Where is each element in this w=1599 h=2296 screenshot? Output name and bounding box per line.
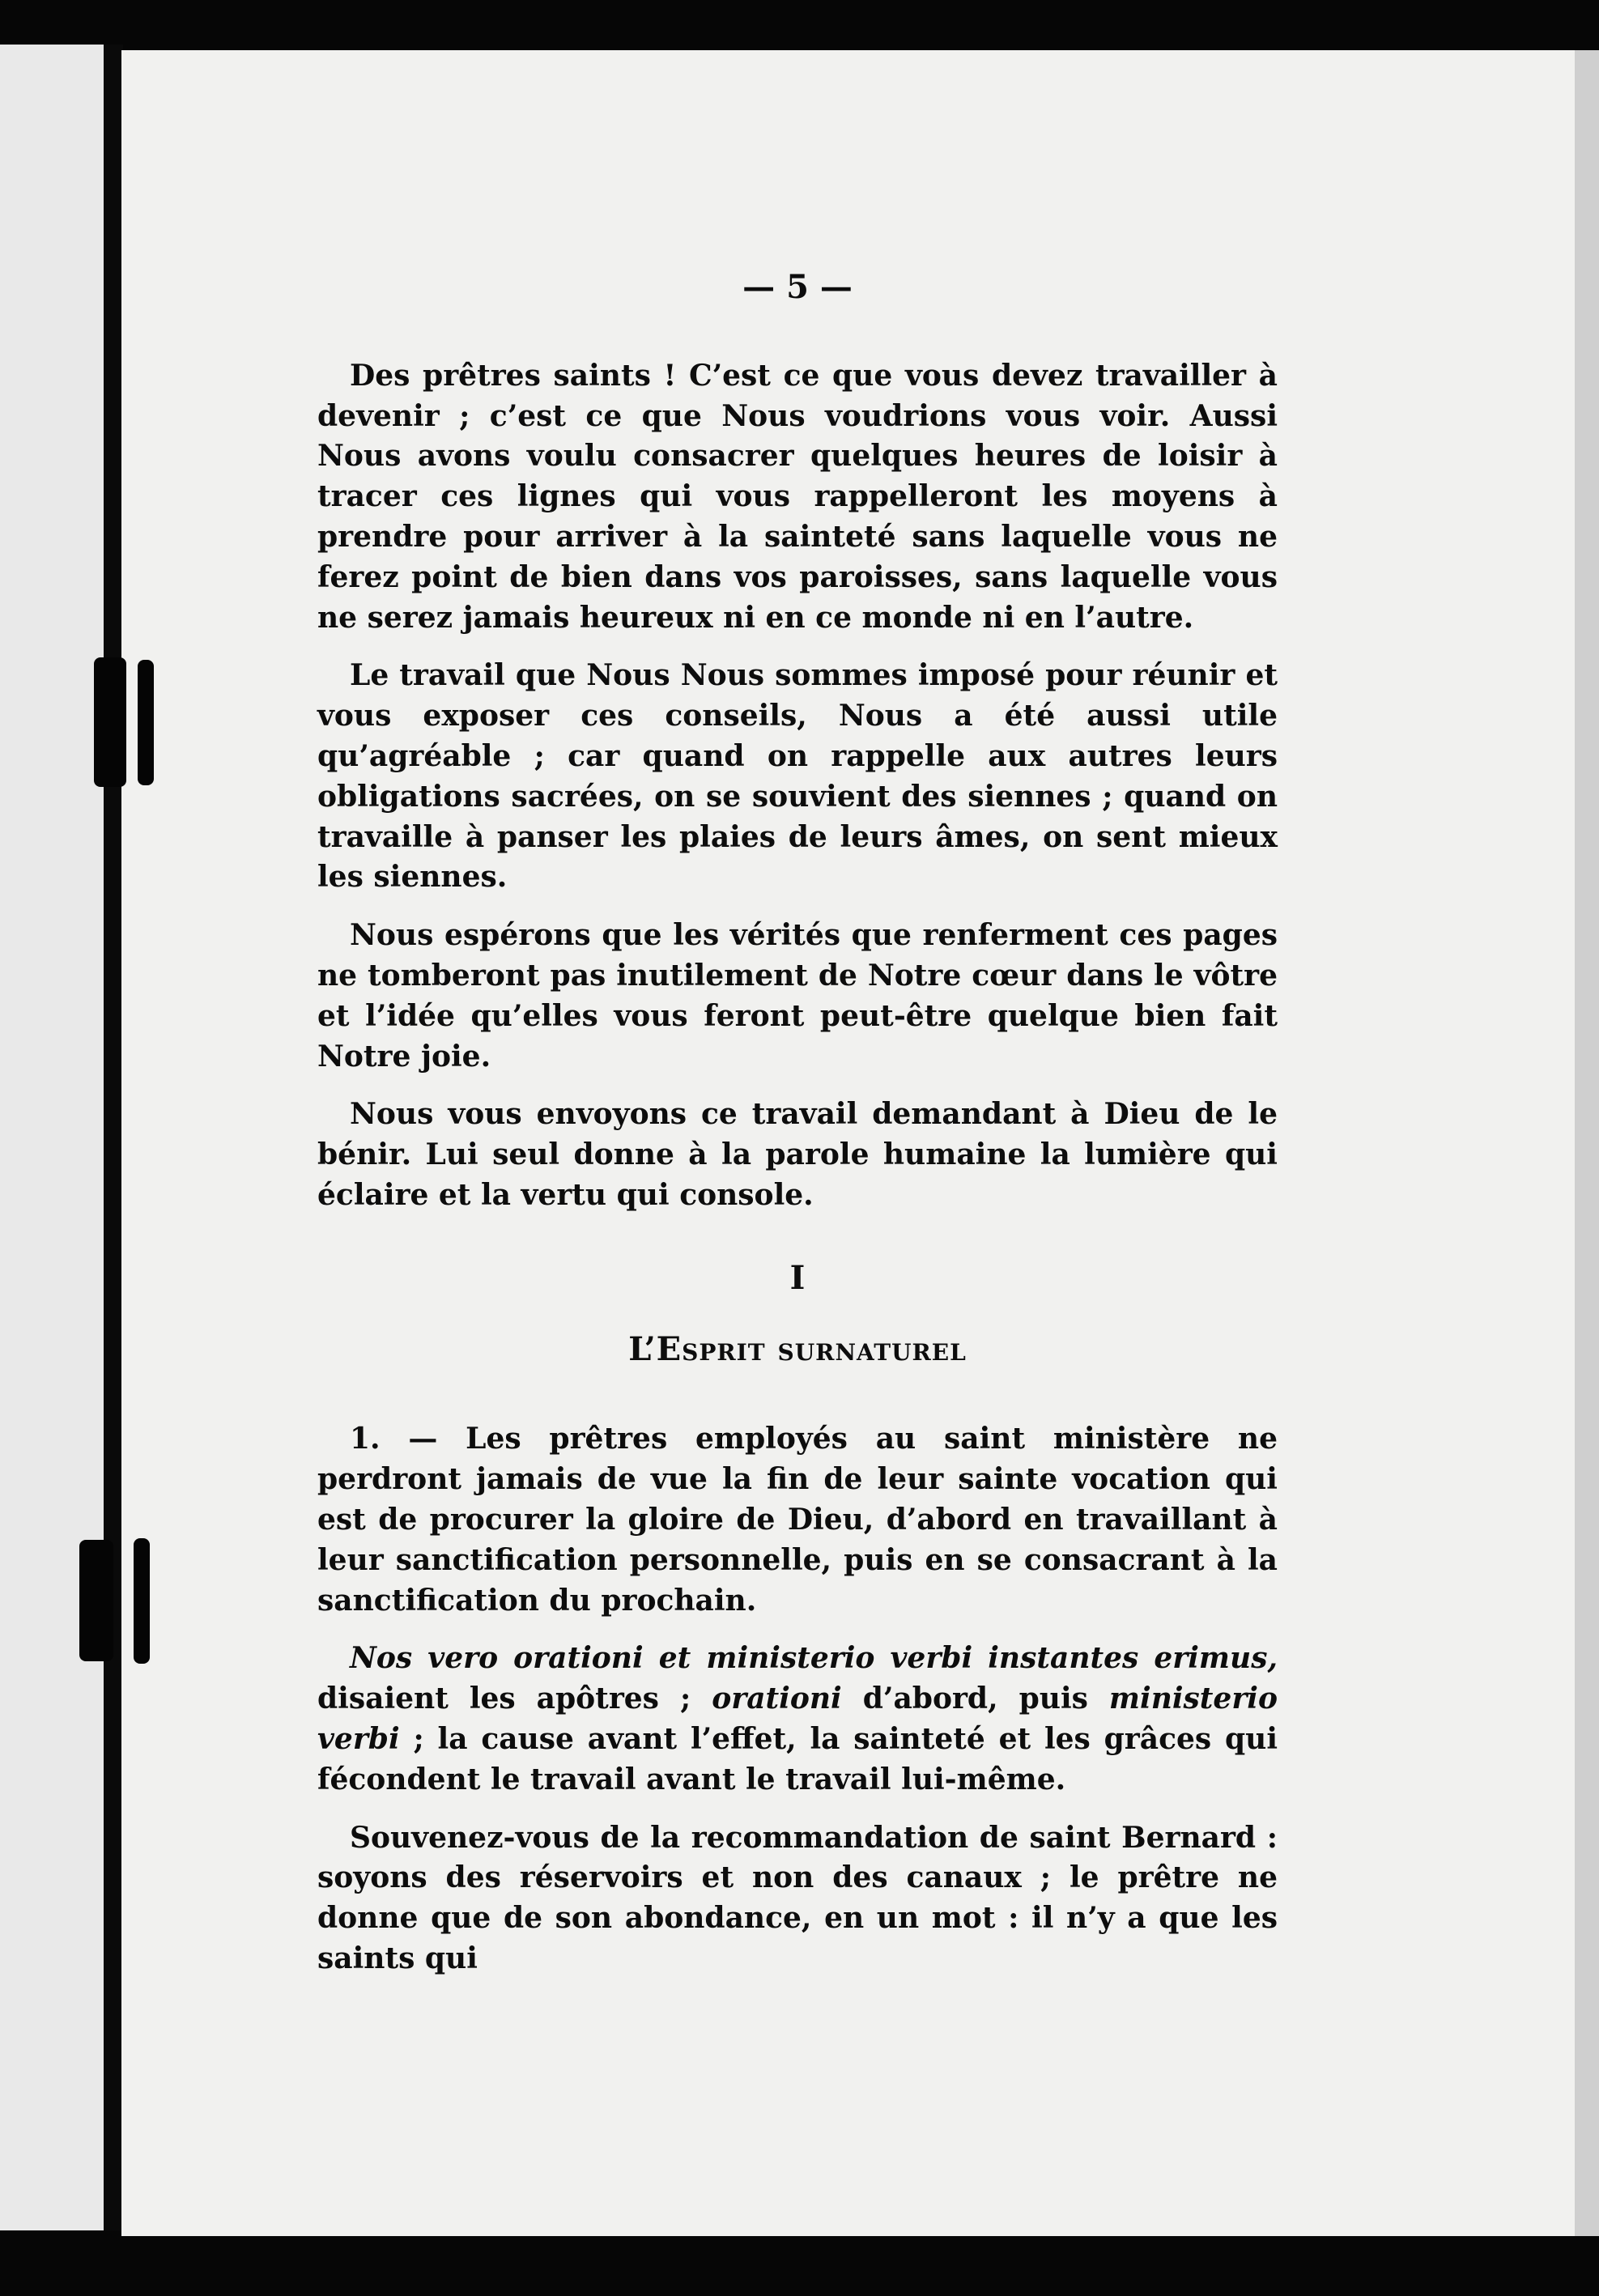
paragraph-text: disaient les apôtres ;	[317, 1682, 712, 1716]
page-text	[317, 267, 1278, 1997]
latin-quote: Nos vero orationi et ministerio verbi instantes erimus,	[350, 1641, 1278, 1676]
page-right-edge	[1575, 50, 1599, 2236]
paragraph-1: Des prêtres saints ! C’est ce que vous devez travailler à devenir ; c’est ce que Nous voudrions vous voir. Aussi Nous avons voulu consacrer quelques heures de loisir à tracer ces lignes qui vous rappelleront les moyens à prendre pour arriver à la sainteté sans laquelle vous ne ferez point de bien dans vos paroisses, sans laquelle vous ne serez jamais heureux ni en ce monde ni en l’autre.	[317, 358, 1278, 635]
section-title: L’Esprit surnaturel	[628, 1329, 967, 1368]
paragraph-3: Nous espérons que les vérités que renferment ces pages ne tomberont pas inutilement de Notre cœur dans le vôtre et l’idée qu’elles vous feront peut-être quelque bien fait Notre joie.	[317, 918, 1278, 1074]
paragraph-text: d’abord, puis	[841, 1682, 1109, 1716]
section-paragraph-2	[317, 1639, 1278, 1800]
latin-word-orationi: orationi	[712, 1682, 842, 1716]
paragraph-4: Nous vous envoyons ce travail demandant à Dieu de le bénir. Lui seul donne à la parole humaine la lumière qui éclaire et la vertu qui console.	[317, 1097, 1278, 1212]
binding-clip-top-right	[138, 660, 154, 785]
facing-page-edge	[0, 45, 107, 2230]
section-number: I	[789, 1258, 806, 1297]
section-paragraph-1: 1. — Les prêtres employés au saint ministère ne perdront jamais de vue la fin de leur sainte vocation qui est de procurer la gloire de Dieu, d’abord en travaillant à leur sanctification personnelle, puis en se consacrant à la sanctification du prochain.	[317, 1422, 1278, 1618]
section-paragraph-3: Souvenez-vous de la recommandation de saint Bernard : soyons des réservoirs et non des canaux ; le prêtre ne donne que de son abondance, en un mot : il n’y a que les saints qui	[317, 1820, 1278, 1975]
binding-clip-bottom-left	[79, 1540, 113, 1661]
binding-clip-top-left	[94, 657, 126, 787]
page-number: — 5 —	[742, 268, 853, 306]
book-gutter	[104, 45, 123, 2230]
binding-clip-bottom-right	[134, 1538, 150, 1664]
latin-phrase-ministerio-verbi: ministerio verbi	[317, 1682, 1278, 1756]
paragraph-text: ; la cause avant l’effet, la sainteté et les grâces qui fécondent le travail avant le travail lui-même.	[317, 1721, 1278, 1796]
paragraph-2: Le travail que Nous Nous sommes imposé pour réunir et vous exposer ces conseils, Nous a été aussi utile qu’agréable ; car quand on rappelle aux autres leurs obligations sacrées, on se souvient des siennes ; quand on travaille à panser les plaies de leurs âmes, on sent mieux les siennes.	[317, 658, 1278, 895]
